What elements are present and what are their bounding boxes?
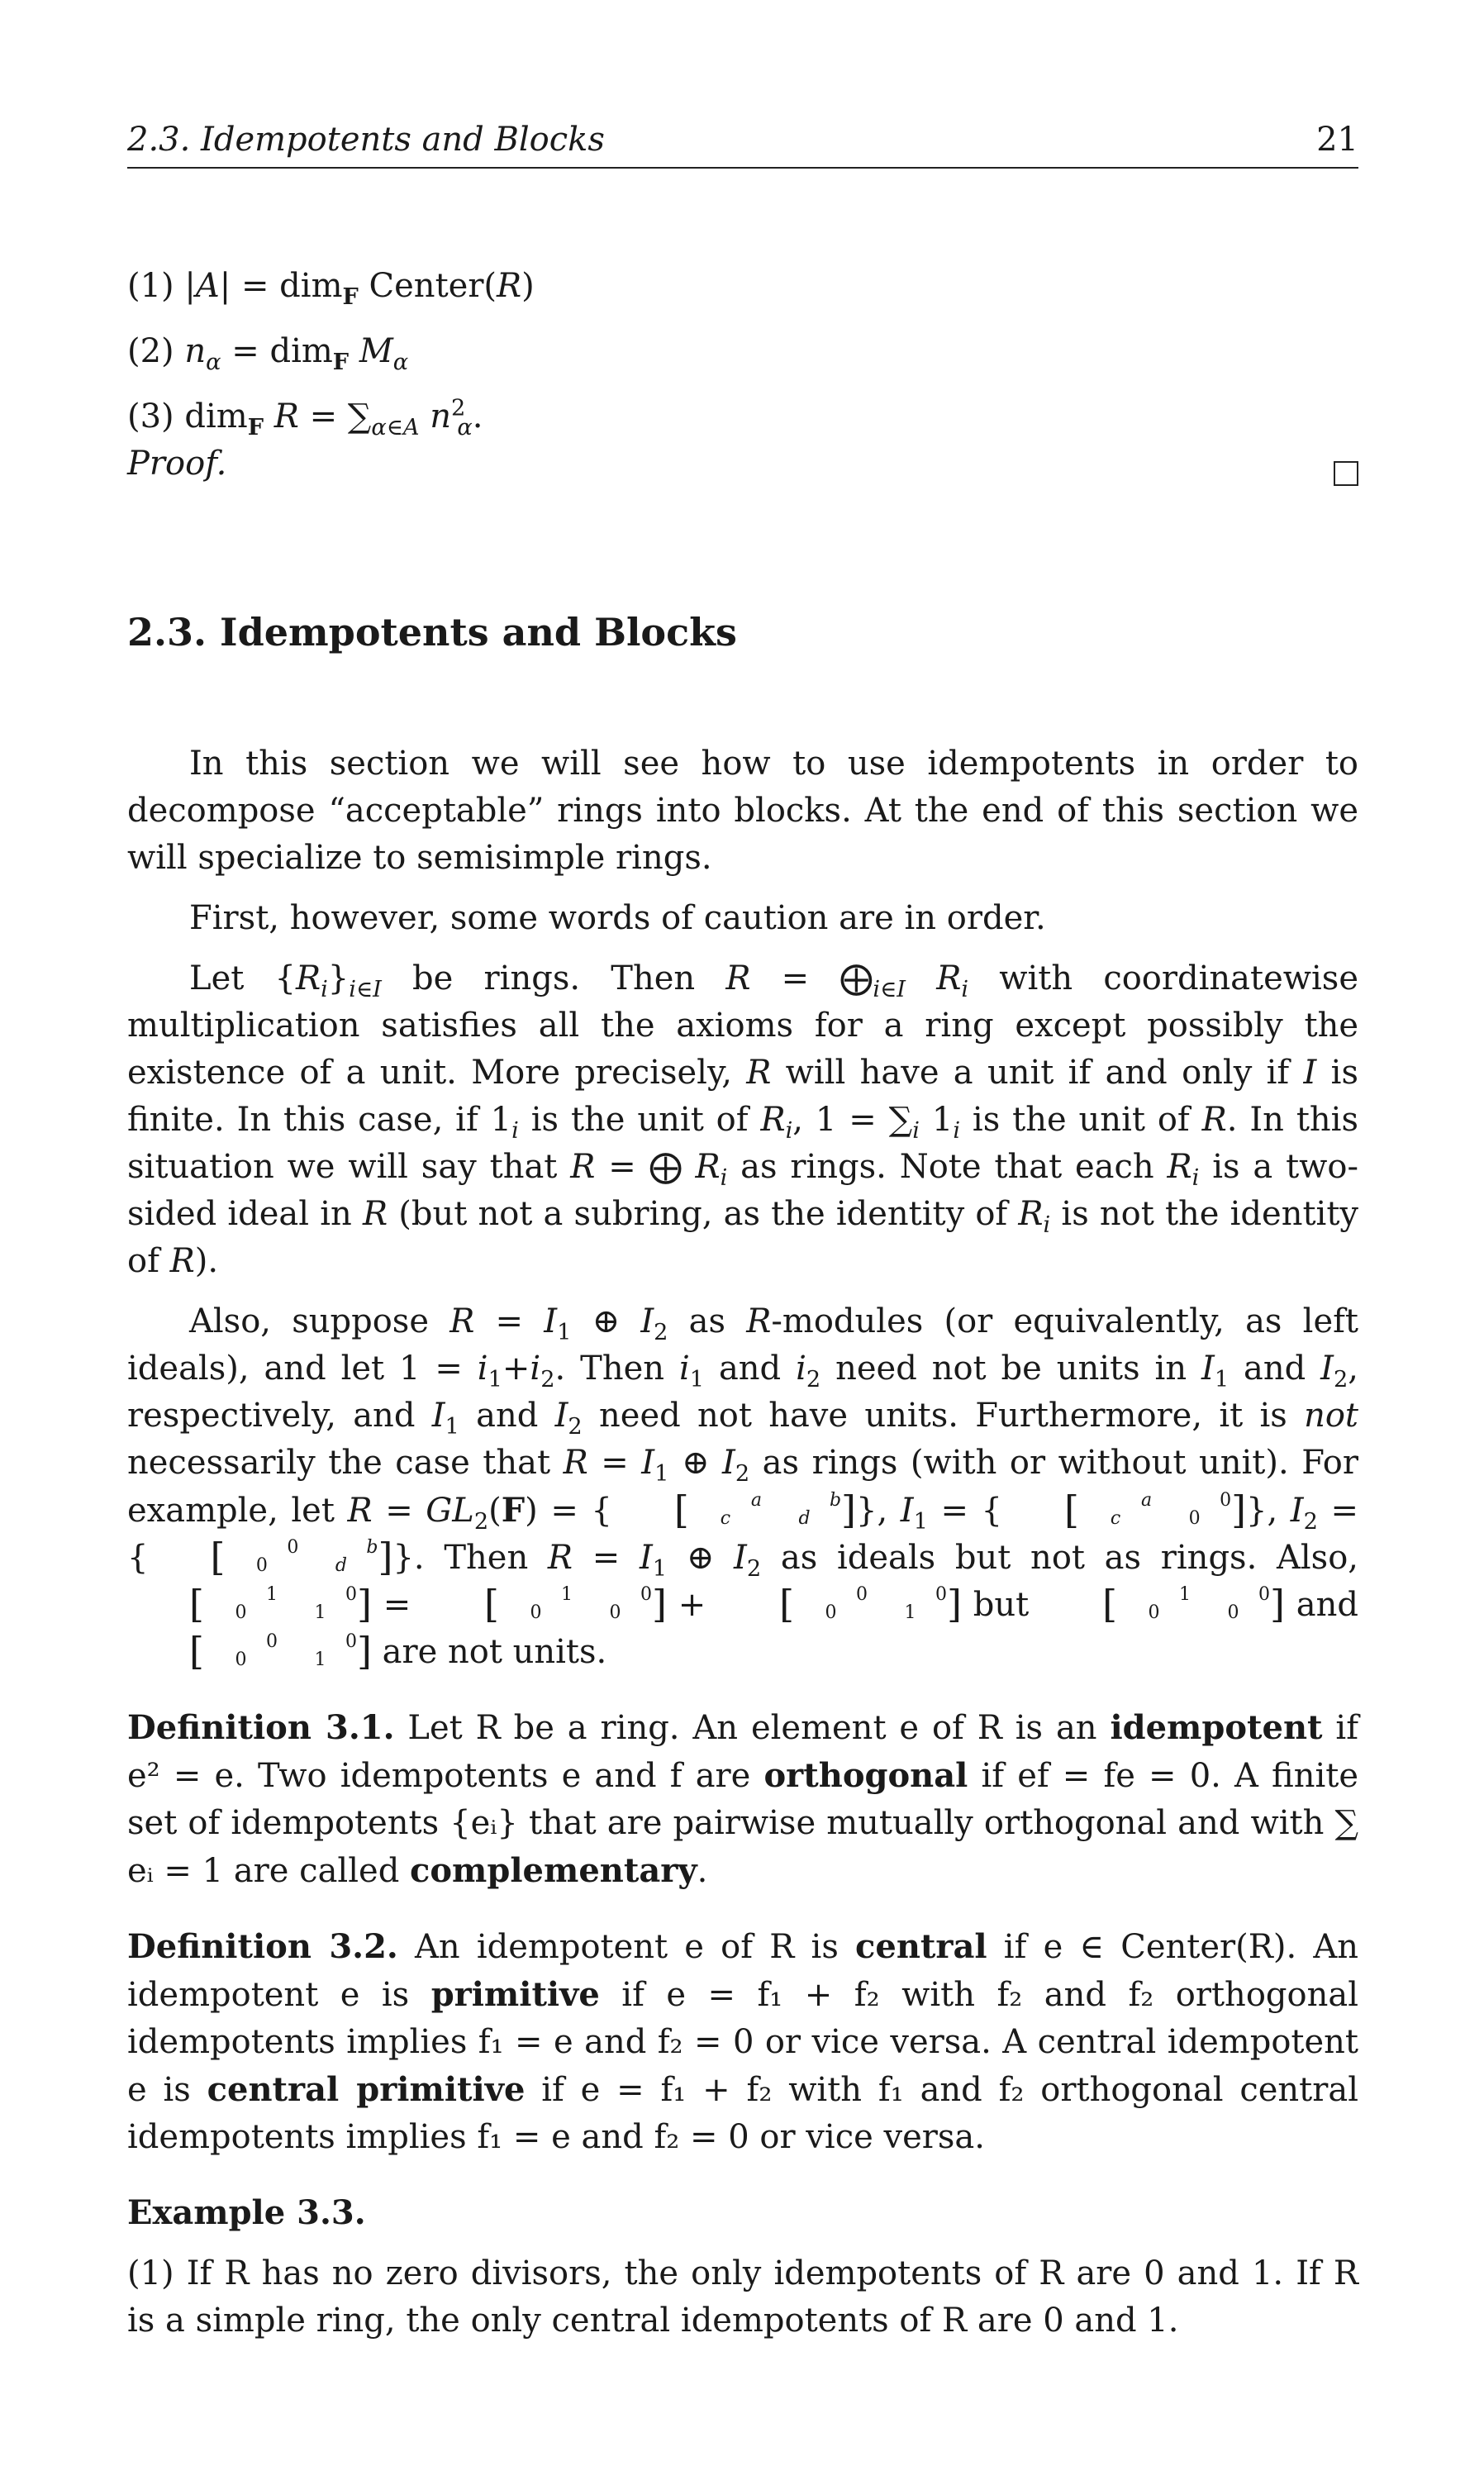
definition-3-2: Definition 3.2. An idempotent e of R is central if e ∈ Center(R). An idempotent e is primitive if e = f₁ + f₂ with f₂ and f₂ orthogonal idempotents implies f₁ = e and f₂ = 0 or vice versa. A central idempotent e is central primitive if e = f₁ + f₂ with f₁ and f₂ orthogonal central idempotents implies f₁ = e and f₂ = 0 or vice versa. [127,1927,1359,2156]
paragraph: Let $\{R_i\}_{i\in I}$ be rings. Then $R = ⨁_{i\in I}$ $R_i$ with coordinatewise multiplication satisfies all the axioms for a ring except possibly the existence of a unit. More precisely, R will have a unit if and only if I is finite. In this case, if $1_i$ is the unit of $R_i$, $1 = \sum_i$ $1_i$ is the unit of R. In this situation we will say that R = ⨁ $R_i$ as rings. Note that each $R_i$ is a two-sided ideal in R (but not a subring, as the identity of $R_i$ is not the identity of R). [127,959,1359,1280]
term-complementary: complementary [410,1851,697,1890]
qed-box [1334,461,1358,486]
running-header-title: 2.3. Idempotents and Blocks [127,121,605,159]
example-3-3-item-1: (1) If R has no zero divisors, the only idempotents of R are 0 and 1. If R is a simple ring, the only central idempotents of R are 0 and 1. [127,2254,1358,2340]
term-central-primitive: central primitive [207,2070,526,2109]
example-label: Example 3.3. [127,2193,366,2232]
proof-label: Proof. [127,445,227,483]
list-item: (2) $n_\alpha = dim_F$ $M_\alpha$ [127,332,409,375]
paragraph: Also, suppose $R = I_1$ ⊕ $I_2$ as R-modules (or equivalently, as left ideals), and let $1 = i_1+i_2$. Then $i_1$ and $i_2$ need not be units in $I_1$ and $I_2$, respectively, and $I_1$ and $I_2$ need not have units. Furthermore, it is not necessarily the case that $R = I_1$ ⊕ $I_2$ as rings (with or without unit). For example, let $R = GL_2(F)$ = { [ a c b d ]}, $I_1$ = { [ a c 0 0 ]}, $I_2$ = { [ 0 0 b d ]}. Then $R = I_1$ ⊕ $I_2$ as ideals but not as rings. Also, [ 1 0 0 1 ] = [ 1 0 0 0 ] + [ 0 0 0 1 ] but [ 1 0 0 0 ] and [ 0 0 0 1 ] are not units. [127,1302,1359,1673]
theorem-list [127,263,1358,488]
section-title: 2.3. Idempotents and Blocks [127,610,737,655]
body-text [127,740,1358,2345]
definition-3-1: Definition 3.1. Let R be a ring. An element e of R is an idempotent if e² = e. Two idempotents e and f are orthogonal if ef = fe = 0. A finite set of idempotents {eᵢ} that are pairwise mutually orthogonal and with ∑ eᵢ = 1 are called complementary. [127,1708,1358,1890]
page-number: 21 [1316,121,1358,159]
running-header [127,116,1358,169]
term-orthogonal: orthogonal [763,1756,968,1795]
list-item: (1) |A| = dim$_F$ Center(R) [127,267,535,310]
definition-label: Definition 3.1. [127,1708,395,1747]
list-item: (3) dim$_F$ $R = \sum_{\alpha\in A}$ $n^2_\alpha$. [127,395,483,440]
term-primitive: primitive [430,1975,600,2014]
term-central: central [855,1927,987,1966]
definition-label: Definition 3.2. [127,1927,398,1966]
paragraph: First, however, some words of caution are in order. [189,899,1046,937]
term-idempotent: idempotent [1110,1708,1323,1747]
paragraph: In this section we will see how to use idempotents in order to decompose “acceptable” rings into blocks. At the end of this section we will specialize to semisimple rings. [127,745,1358,877]
